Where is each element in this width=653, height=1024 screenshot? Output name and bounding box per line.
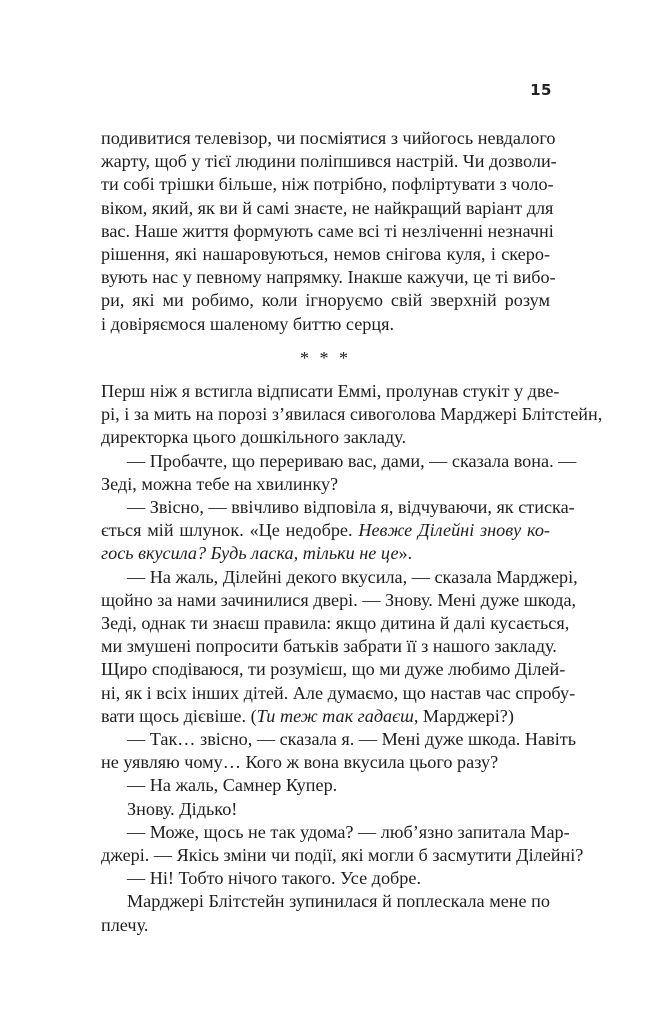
section-body	[101, 380, 603, 937]
text-run: ».	[398, 543, 413, 564]
text-line: плечу.	[101, 914, 149, 935]
text-line: рі, і за мить на порозі з’явилася сивоголова Марджері Блітстейн,	[101, 404, 603, 425]
text-line: джері. — Якісь зміни чи події, які могли б засмутити Ділейні?	[101, 845, 584, 866]
text-line: — Може, щось не так удома? — люб’язно запитала Мар-	[127, 821, 570, 842]
text-line: — На жаль, Ділейні декого вкусила, — сказала Марджері,	[127, 566, 578, 587]
text-run: вати щось дієвіше. (	[101, 705, 257, 726]
text-line: щойно за нами зачинилися двері. — Знову. Мені дуже шкода,	[101, 589, 577, 610]
text-line	[101, 519, 550, 542]
text-line: вас. Наше життя формують саме всі ті незліченні незначні	[101, 220, 554, 241]
text-line: ти собі трішки більше, ніж потрібно, пофліртувати з чоло-	[101, 174, 554, 195]
text-line: — Звісно, — ввічливо відповіла я, відчуваючи, як стиска-	[127, 497, 575, 518]
text-line	[101, 542, 550, 565]
text-line: директорка цього дошкільного закладу.	[101, 427, 406, 448]
text-line: подивитися телевізор, чи посміятися з чийогось невдалого	[101, 128, 556, 148]
paragraph-continued	[101, 127, 557, 336]
page-number: 15	[530, 81, 552, 99]
text-line: Перш ніж я встигла відписати Еммі, пролунав стукіт у две-	[101, 381, 560, 401]
text-run: ється мій шлунок. «Це недобре.	[101, 520, 359, 541]
text-line: ні, як і всіх інших дітей. Але думаємо, що настав час спробу-	[101, 682, 576, 703]
text-line: — Так… звісно, — сказала я. — Мені дуже шкода. Навіть	[127, 729, 576, 750]
text-line: вують нас у певному напрямку. Інакше кажучи, це ті вибо-	[101, 267, 556, 288]
text-run: , Марджері?)	[413, 705, 514, 726]
text-line: — Пробачте, що перериваю вас, дами, — сказала вона. —	[127, 450, 577, 471]
text-line: не уявляю чому… Кого ж вона вкусила цього разу?	[101, 752, 499, 773]
text-line: і довіряємося шаленому биттю серця.	[101, 313, 395, 334]
text-line: Зеді, однак ти знаєш правила: якщо дитина й далі кусається,	[101, 613, 570, 634]
text-line: Марджері Блітстейн зупинилася й поплескала мене по	[127, 891, 550, 912]
italic-thought: Невже Ділейні знову ко-	[358, 520, 550, 541]
text-line: ми змушені попросити батьків забрати її з нашого закладу.	[101, 636, 557, 657]
text-line: — На жаль, Самнер Купер.	[127, 775, 338, 796]
italic-thought: Ти теж так гадаєш	[256, 705, 414, 726]
italic-thought: гось вкусила? Будь ласка, тільки не це	[101, 543, 399, 564]
text-line: — Ні! Тобто нічого такого. Усе добре.	[127, 868, 421, 889]
text-line: віком, який, як ви й самі знаєте, не найкращий варіант для	[101, 197, 554, 218]
text-line: Знову. Дідько!	[127, 798, 238, 819]
text-line: Щиро сподіваюся, ти розумієш, що ми дуже любимо Ділей-	[101, 659, 566, 680]
section-separator: * * *	[300, 348, 351, 368]
text-line: Зеді, можна тебе на хвилинку?	[101, 473, 339, 494]
text-line: ри, які ми робимо, коли ігноруємо свій зверхній розум	[101, 290, 550, 311]
text-line: жарту, щоб у тієї людини поліпшився настрій. Чи дозволи-	[101, 151, 557, 172]
text-line: рішення, які нашаровуються, немов снігова куля, і скеро-	[101, 244, 550, 265]
text-line	[101, 705, 550, 728]
